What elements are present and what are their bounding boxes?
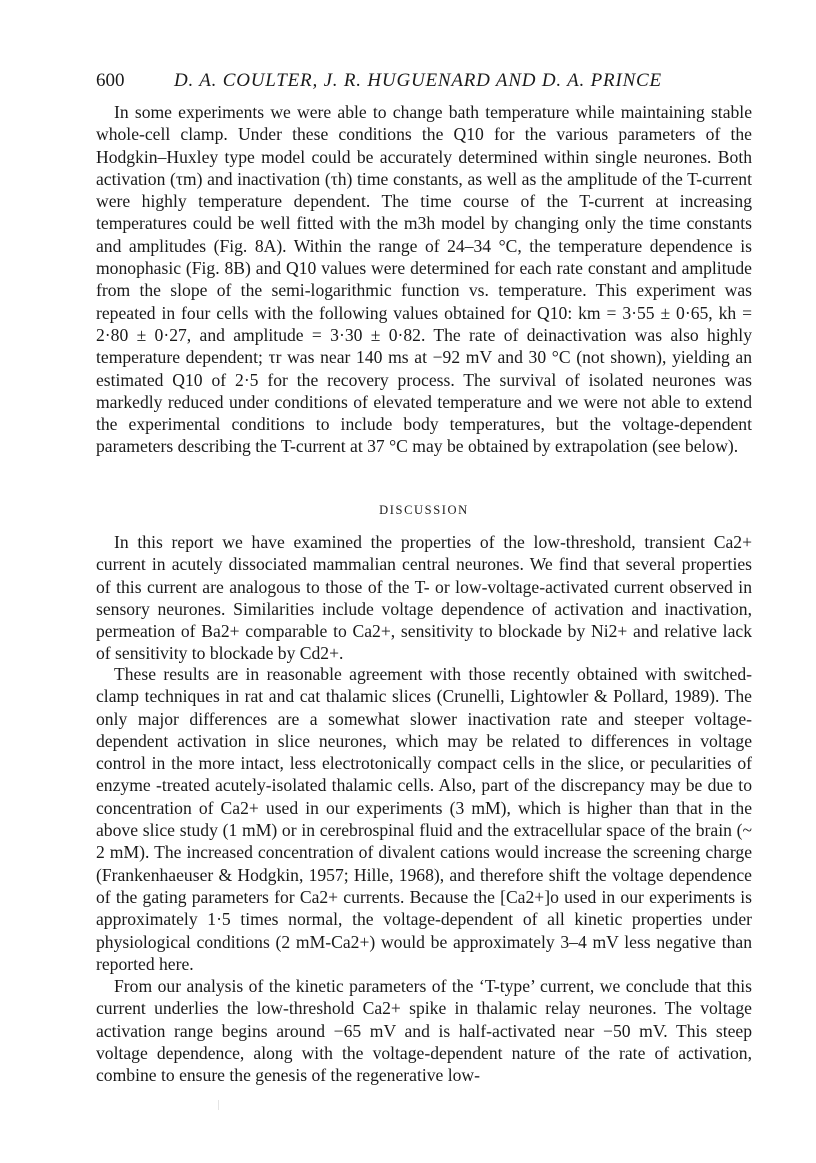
- page-header: [96, 70, 756, 94]
- discussion-paragraph: These results are in reasonable agreement with those recently obtained with switched-clamp techniques in rat and cat thalamic slices (Crunelli, Lightowler & Pollard, 1989). The only major differences are a somewhat slower inactivation rate and steeper voltage-dependent activation in slice neurones, which may be related to differences in voltage control in the more intact, less electrotonically compact cells in the slice, or pecularities of enzyme -treated acutely-isolated thalamic cells. Also, part of the discrepancy may be due to concentration of Ca2+ used in our experiments (3 mM), which is higher than that in the above slice study (1 mM) or in cerebrospinal fluid and the extracellular space of the brain (~ 2 mM). The increased concentration of divalent cations would increase the screening charge (Frankenhaeuser & Hodgkin, 1957; Hille, 1968), and therefore shift the voltage dependence of the gating parameters for Ca2+ currents. Because the [Ca2+]o used in our experiments is approximately 1·5 times normal, the voltage-dependent of all kinetic properties under physiological conditions (2 mM-Ca2+) would be approximately 3–4 mV less negative than reported here.: [96, 664, 752, 974]
- discussion-paragraph: From our analysis of the kinetic parameters of the ‘T-type’ current, we conclude that this current underlies the low-threshold Ca2+ spike in thalamic relay neurones. The voltage activation range begins around −65 mV and is half-activated near −50 mV. This steep voltage dependence, along with the voltage-dependent nature of the rate of activation, combine to ensure the genesis of the regenerative low-: [96, 976, 752, 1086]
- temperature-paragraph: In some experiments we were able to change bath temperature while maintaining stable whole-cell clamp. Under these conditions the Q10 for the various parameters of the Hodgkin–Huxley type model could be accurately determined within single neurones. Both activation (τm) and inactivation (τh) time constants, as well as the amplitude of the T-current were highly temperature dependent. The time course of the T-current at increasing temperatures could be well fitted with the m3h model by changing only the time constants and amplitudes (Fig. 8A). Within the range of 24–34 °C, the temperature dependence is monophasic (Fig. 8B) and Q10 values were determined for each rate constant and amplitude from the slope of the semi-logarithmic function vs. temperature. This experiment was repeated in four cells with the following values obtained for Q10: km = 3·55 ± 0·65, kh = 2·80 ± 0·27, and amplitude = 3·30 ± 0·82. The rate of deinactivation was also highly temperature dependent; τr was near 140 ms at −92 mV and 30 °C (not shown), yielding an estimated Q10 of 2·5 for the recovery process. The survival of isolated neurones was markedly reduced under conditions of elevated temperature and we were not able to extend the experimental conditions to include body temperatures, but the voltage-dependent parameters describing the T-current at 37 °C may be obtained by extrapolation (see below).: [96, 102, 752, 457]
- page-number: 600: [96, 70, 125, 91]
- scan-mark: [218, 1100, 219, 1110]
- discussion-paragraph: In this report we have examined the properties of the low-threshold, transient Ca2+ current in acutely dissociated mammalian central neurones. We find that several properties of this current are analogous to those of the T- or low-voltage-activated current observed in sensory neurones. Similarities include voltage dependence of activation and inactivation, permeation of Ba2+ comparable to Ca2+, sensitivity to blockade by Ni2+ and relative lack of sensitivity to blockade by Cd2+.: [96, 532, 752, 664]
- running-head-authors: D. A. COULTER, J. R. HUGUENARD AND D. A. PRINCE: [174, 70, 662, 91]
- discussion-heading: DISCUSSION: [379, 503, 469, 517]
